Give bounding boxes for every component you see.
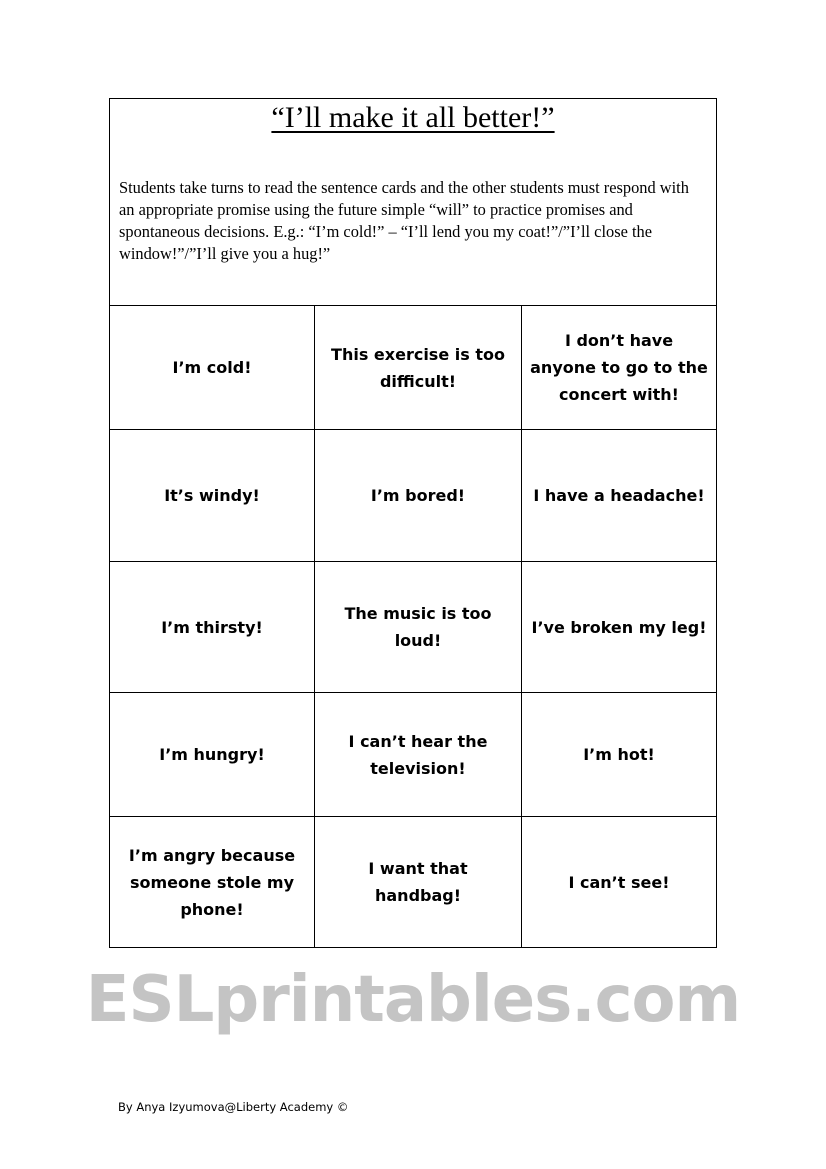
sentence-card: I don’t have anyone to go to the concert with! — [522, 306, 716, 430]
page-title: “I’ll make it all better!” — [271, 101, 555, 134]
sentence-card: The music is too loud! — [315, 562, 522, 693]
sentence-card: I can’t see! — [568, 872, 670, 892]
watermark: ESLprintables.com — [85, 963, 741, 1037]
sentence-card: I’m bored! — [315, 430, 522, 562]
sentence-card: I’m thirsty! — [110, 562, 315, 693]
sentence-card: I’m hungry! — [110, 693, 315, 817]
instructions: Students take turns to read the sentence cards and the other students must respond with an appropriate promise using the future simple “will” to practice promises and spontaneous decisions. E.g.: “I’m cold!” – “I’ll lend you my coat!”/”I’ll close the window!”/”I’ll give you a hug!” — [119, 178, 689, 263]
sentence-card: I’m cold! — [110, 306, 315, 430]
worksheet-header — [110, 99, 716, 306]
sentence-card: I want that handbag! — [315, 817, 522, 947]
sentence-card: I’ve broken my leg! — [522, 562, 716, 693]
sentence-card: I’m angry because someone stole my phone! — [110, 817, 315, 947]
sentence-card: I’m hot! — [522, 693, 716, 817]
footer-credit: By Anya Izyumova@Liberty Academy © — [118, 1100, 349, 1114]
sentence-card-grid — [110, 306, 716, 947]
sentence-card: I can’t hear the television! — [315, 693, 522, 817]
worksheet — [109, 98, 717, 948]
sentence-card: It’s windy! — [110, 430, 315, 562]
sentence-card: This exercise is too difficult! — [315, 306, 522, 430]
sentence-card: I have a headache! — [522, 430, 716, 562]
